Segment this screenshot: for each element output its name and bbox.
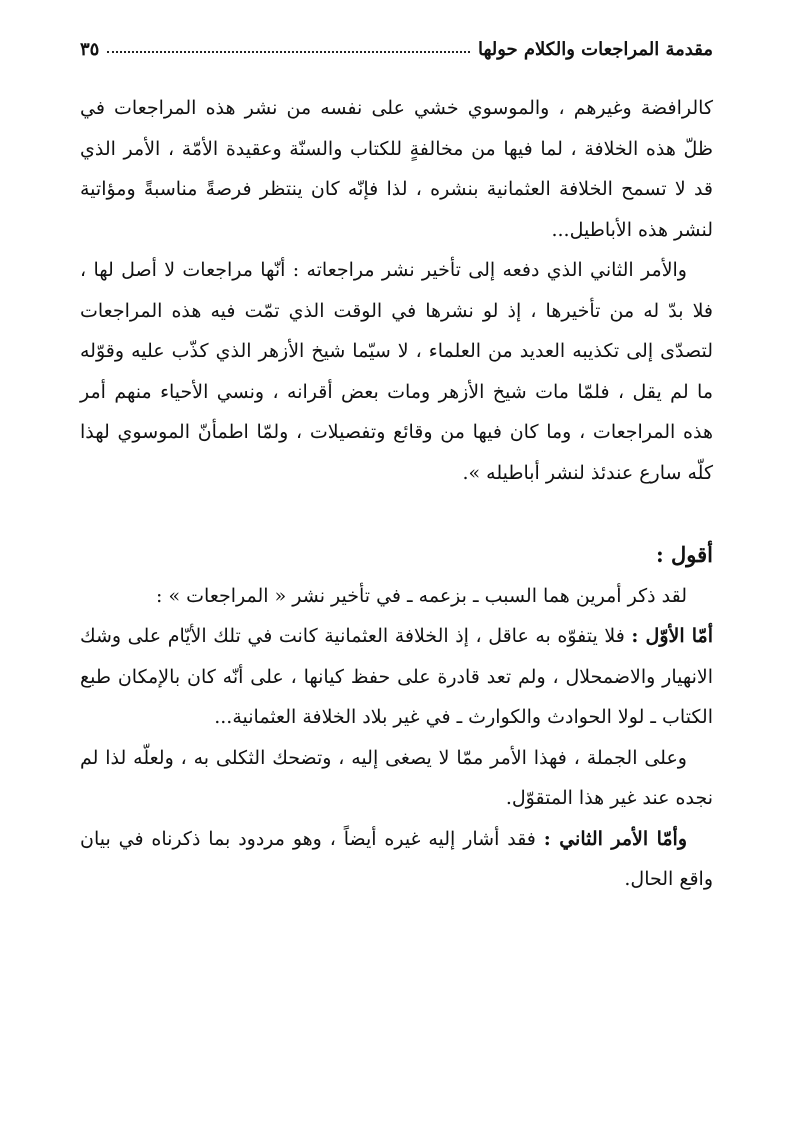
header-dot-leader <box>107 51 470 53</box>
response-intro: لقد ذكر أمرين هما السبب ـ بزعمه ـ في تأخير نشر « المراجعات » : <box>156 584 687 607</box>
summary-paragraph: وعلى الجملة ، فهذا الأمر ممّا لا يصغى إليه ، وتضحك الثكلى به ، ولعلّه لذا لم نجده عند غير هذا المتقوّل. <box>80 746 713 809</box>
first-point-label: أمّا الأوّل : <box>631 625 714 647</box>
second-point-label: وأمّا الأمر الثاني : <box>543 827 687 850</box>
header-title: مقدمة المراجعات والكلام حولها <box>477 39 713 60</box>
page-body <box>80 88 713 900</box>
first-point-text: فلا يتفوّه به عاقل ، إذ الخلافة العثمانية كانت في تلك الأيّام على وشك الانهيار والاضمحلال ، ولم تعد قادرة على حفظ كيانها ، على أنّه كان بالإمكان طبع الكتاب ـ لولا الحوادث والكوارث ـ في غير بلاد الخلافة العثمانية... <box>80 625 713 728</box>
running-header <box>80 28 713 60</box>
quote-paragraph-1: كالرافضة وغيرهم ، والموسوي خشي على نفسه من نشر هذه المراجعات في ظلّ هذه الخلافة ، لما فيها من مخالفةٍ للكتاب والسنّة وعقيدة الأمّة ، الأمر الذي قد لا تسمح الخلافة العثمانية بنشره ، لذا فإنّه كان ينتظر فرصةً مناسبةً ومؤاتية لنشر هذه الأباطيل... <box>80 97 713 241</box>
section-spacer <box>80 493 713 535</box>
second-point-text: فقد أشار إليه غيره أيضاً ، وهو مردود بما ذكرناه في بيان واقع الحال. <box>80 827 713 890</box>
section-heading: أقول : <box>655 542 713 567</box>
second-point-paragraph <box>80 819 713 900</box>
page-number: ٣٥ <box>80 39 100 60</box>
first-point-paragraph <box>80 616 713 738</box>
quote-paragraph-2: والأمر الثاني الذي دفعه إلى تأخير نشر مراجعاته : أنّها مراجعات لا أصل لها ، فلا بدّ له من تأخيرها ، إذ لو نشرها في الوقت الذي تمّت فيه هذه المراجعات لتصدّى إلى تكذيبه العديد من العلماء ، لا سيّما شيخ الأزهر الذي كذّب عليه وقوّله ما لم يقل ، فلمّا مات شيخ الأزهر ومات بعض أقرانه ، ونسي الأحياء منهم أمر هذه المراجعات ، وما كان فيها من وقائع وتفصيلات ، ولمّا اطمأنّ الموسوي لهذا كلّه سارع عندئذ لنشر أباطيله ». <box>80 259 713 484</box>
